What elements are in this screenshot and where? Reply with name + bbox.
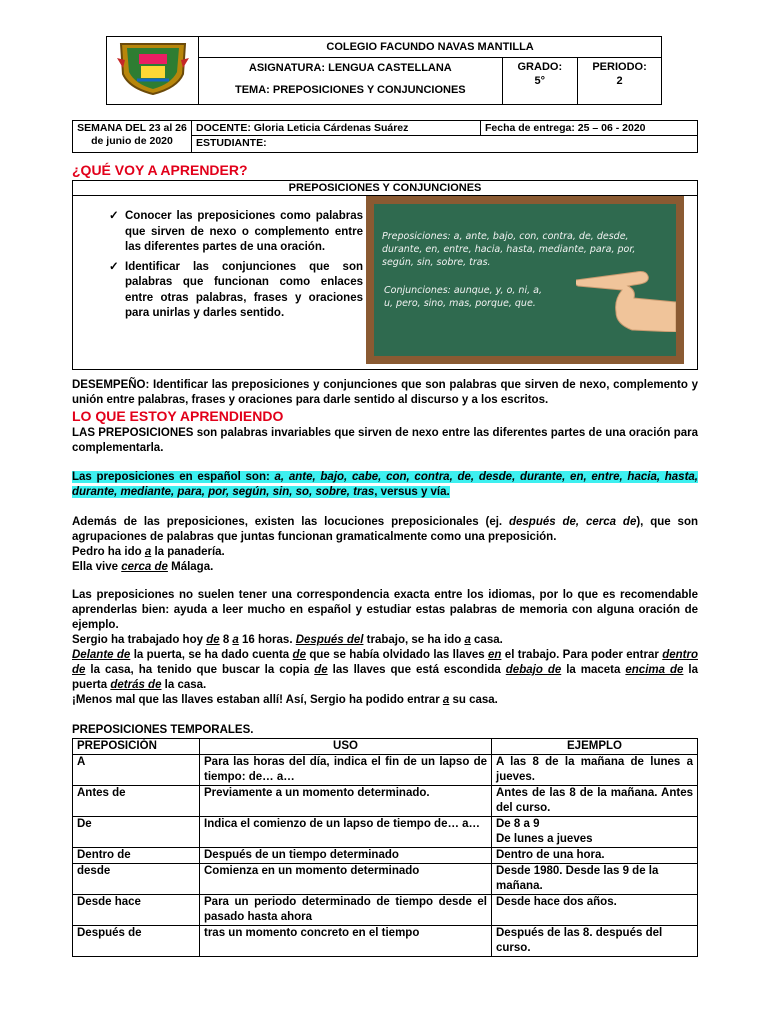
table-header-row — [73, 739, 698, 755]
column-header: PREPOSICIÓN — [73, 739, 200, 755]
definition-lead: LAS PREPOSICIONES — [72, 427, 194, 439]
story-text: el trabajo. Para poder entrar — [501, 649, 663, 661]
table-cell: Para un periodo determinado de tiempo desde el pasado hasta ahora — [200, 895, 492, 926]
table-row — [73, 926, 698, 957]
locutions-example: después de, cerca de — [508, 516, 637, 528]
table-cell: Antes de — [73, 786, 200, 817]
learning-heading: LO QUE ESTOY APRENDIENDO — [72, 408, 284, 424]
list-tail: , versus y vía. — [374, 486, 450, 498]
table-cell: Después de — [73, 926, 200, 957]
school-name: COLEGIO FACUNDO NAVAS MANTILLA — [199, 37, 662, 58]
list-items: a, ante, bajo, cabe, con, contra, de, desde, durante, en, entre, hacia, hasta, durante, mediante, para, por, según, sin, so, sobre, tras — [72, 471, 698, 498]
table-cell: De 8 a 9 De lunes a jueves — [492, 817, 698, 848]
objective-item — [81, 260, 363, 322]
story-preposition: encima de — [625, 664, 684, 676]
period-label: PERIODO: — [592, 61, 647, 73]
table-cell: De — [73, 817, 200, 848]
story-paragraph — [72, 633, 698, 708]
grade-cell — [502, 58, 578, 105]
delivery-date: Fecha de entrega: 25 – 06 - 2020 — [481, 121, 698, 136]
table-cell: A las 8 de la mañana de lunes a jueves. — [492, 755, 698, 786]
locutions-text-end: ), que son agrupaciones de palabras que juntas funcionan gramaticalmente como una preposición. — [72, 516, 698, 543]
story-preposition: de — [292, 649, 306, 661]
table-cell: Desde hace — [73, 895, 200, 926]
checkmark-icon: ✓ — [109, 260, 119, 273]
list-lead: Las preposiciones en español son: — [72, 471, 275, 483]
example-text: Pedro ha ido — [72, 546, 145, 558]
chalkboard-image — [366, 196, 684, 364]
story-preposition: en — [488, 649, 502, 661]
period-cell — [578, 58, 662, 105]
board-line: Preposiciones: a, ante, bajo, con, contra, de, desde, — [382, 231, 629, 242]
column-header: EJEMPLO — [492, 739, 698, 755]
table-cell: Después de un tiempo determinado — [200, 848, 492, 864]
table-cell: tras un momento concreto en el tiempo — [200, 926, 492, 957]
story-preposition: a — [442, 694, 450, 706]
locutions-text: Además de las preposiciones, existen las locuciones preposicionales (ej. — [72, 516, 509, 528]
table-cell: Indica el comienzo de un lapso de tiempo de… a… — [200, 817, 492, 848]
checkmark-icon: ✓ — [109, 210, 119, 222]
story-preposition: Delante de — [72, 649, 131, 661]
story-preposition: Después del — [295, 634, 364, 646]
story-preposition: a — [232, 634, 239, 646]
table-cell: A — [73, 755, 200, 786]
table-row — [73, 848, 698, 864]
advice-paragraph: Las preposiciones no suelen tener una correspondencia exacta entre los idiomas, por lo que es recomendable aprenderlas bien: ayuda a leer mucho en español y estudiar estas palabras de memoria con alguna oración de ejemplo. — [72, 589, 698, 631]
table-cell: Dentro de una hora. — [492, 848, 698, 864]
objective-item — [81, 209, 363, 256]
pointing-hand-icon — [576, 242, 676, 332]
table-row — [73, 817, 698, 848]
objectives-list — [81, 209, 363, 326]
story-text: su casa. — [449, 694, 498, 706]
week: SEMANA DEL 23 al 26 de junio de 2020 — [73, 121, 192, 153]
info-table — [72, 120, 698, 153]
topic: TEMA: PREPOSICIONES Y CONJUNCIONES — [199, 78, 502, 105]
story-text: Sergio ha trabajado hoy — [72, 634, 207, 646]
teacher: DOCENTE: Gloria Leticia Cárdenas Suárez — [192, 121, 481, 136]
school-shield-logo — [115, 38, 191, 96]
objectives-box — [72, 180, 698, 370]
temporal-prepositions-table — [72, 738, 698, 957]
example-text: Málaga. — [167, 561, 214, 573]
board-line: u, pero, sino, mas, porque, que. — [384, 298, 536, 309]
table-cell: Para las horas del día, indica el fin de un lapso de tiempo: de… a… — [200, 755, 492, 786]
chalkboard-surface — [374, 204, 676, 356]
story-text: trabajo, se ha ido — [363, 634, 465, 646]
period-value: 2 — [616, 75, 623, 87]
table-cell: Dentro de — [73, 848, 200, 864]
student-field: ESTUDIANTE: — [192, 136, 698, 153]
table-row — [73, 786, 698, 817]
story-preposition: debajo de — [505, 664, 562, 676]
temporal-heading: PREPOSICIONES TEMPORALES. — [72, 724, 254, 736]
story-text: 8 — [219, 634, 233, 646]
story-text: que se había olvidado las llaves — [305, 649, 489, 661]
objective-text: Identificar las conjunciones que son palabras que funcionan como enlaces entre otras palabras, frases y oraciones para unirlas y darles sentido. — [125, 260, 363, 319]
table-cell: Antes de las 8 de la mañana. Antes del curso. — [492, 786, 698, 817]
table-row — [73, 755, 698, 786]
table-cell: desde — [73, 864, 200, 895]
table-cell: Desde 1980. Desde las 9 de la mañana. — [492, 864, 698, 895]
example-1 — [72, 545, 698, 560]
story-text: 16 horas. — [238, 634, 296, 646]
locutions-paragraph — [72, 515, 698, 545]
story-text: la maceta — [561, 664, 626, 676]
table-cell: Después de las 8. después del curso. — [492, 926, 698, 957]
objective-text: Conocer las preposiciones como palabras que sirven de nexo o complemento entre las diferentes partes de una oración. — [125, 210, 363, 253]
performance-text: DESEMPEÑO: Identificar las preposiciones y conjunciones que son palabras que sirven de nexo, complemento y unión entre palabras, frases y oraciones para darle sentido al discurso y a los escritos. — [72, 379, 698, 406]
box-title: PREPOSICIONES Y CONJUNCIONES — [73, 181, 697, 196]
story-text: la casa, ha tenido que buscar la copia — [85, 664, 315, 676]
story-preposition: de — [206, 634, 220, 646]
story-text: las llaves que está escondida — [327, 664, 506, 676]
story-text: ¡Menos mal que las llaves estaban allí! Así, Sergio ha podido entrar — [72, 694, 443, 706]
example-preposition: a — [144, 546, 152, 558]
example-text: Ella vive — [72, 561, 122, 573]
table-row — [73, 864, 698, 895]
story-text: la casa. — [161, 679, 207, 691]
grade-label: GRADO: — [517, 61, 563, 73]
definition-text: son palabras invariables que sirven de nexo entre las diferentes partes de una oración para complementarla. — [72, 427, 698, 454]
prepositions-list-paragraph — [72, 470, 698, 500]
logo-cell — [107, 37, 199, 105]
story-preposition: de — [314, 664, 328, 676]
board-line: durante, en, entre, hacia, hasta, mediante, para, por, — [382, 244, 636, 255]
story-text: la puerta, se ha dado cuenta — [130, 649, 293, 661]
learn-heading: ¿QUÉ VOY A APRENDER? — [72, 162, 248, 178]
story-text: la puerta — [72, 664, 698, 691]
board-line: Conjunciones: aunque, y, o, ni, a, — [384, 285, 542, 296]
story-preposition: a — [464, 634, 471, 646]
example-text: la panadería. — [151, 546, 225, 558]
table-row — [73, 895, 698, 926]
definition-paragraph — [72, 426, 698, 456]
grade-value: 5° — [534, 75, 546, 87]
table-cell: Desde hace dos años. — [492, 895, 698, 926]
example-2 — [72, 560, 698, 575]
column-header: USO — [200, 739, 492, 755]
story-preposition: dentro de — [72, 649, 698, 676]
table-cell: Comienza en un momento determinado — [200, 864, 492, 895]
story-preposition: detrás de — [110, 679, 162, 691]
header-table — [106, 36, 662, 105]
story-text: casa. — [470, 634, 503, 646]
subject: ASIGNATURA: LENGUA CASTELLANA — [199, 58, 502, 79]
table-cell: Previamente a un momento determinado. — [200, 786, 492, 817]
board-line: según, sin, sobre, tras. — [382, 257, 491, 268]
example-preposition: cerca de — [121, 561, 168, 573]
